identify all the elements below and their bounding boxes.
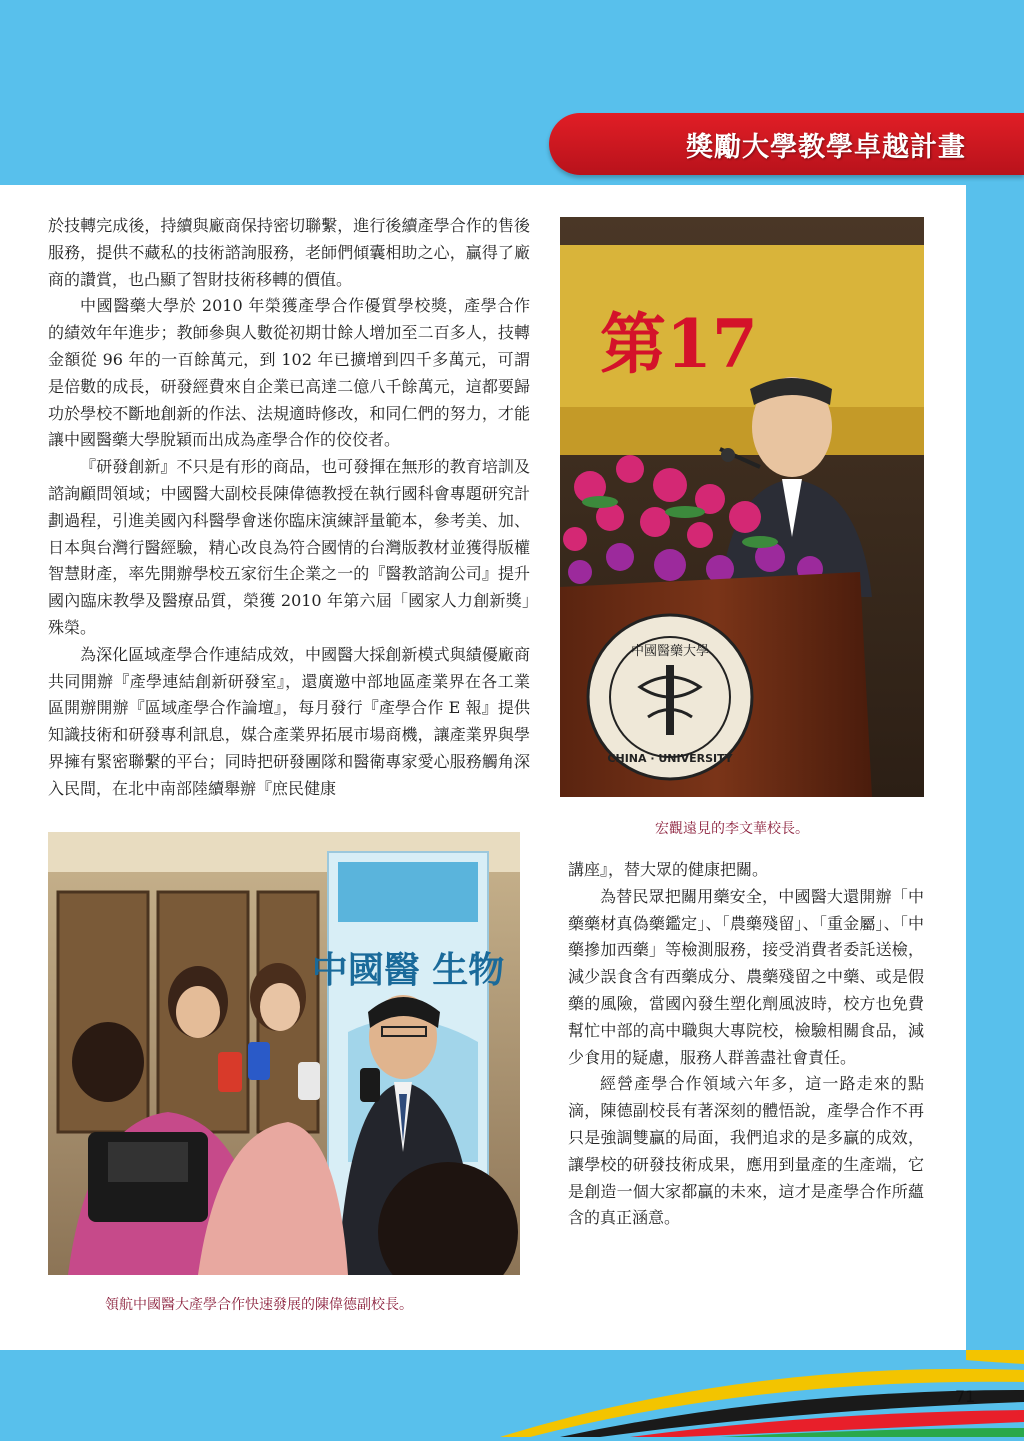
page-number: 71 bbox=[955, 1387, 976, 1406]
paragraph: 『研發創新』不只是有形的商品，也可發揮在無形的教育培訓及諮詢顧問領域；中國醫大副校長陳偉德教授在執行國科會專題研究計劃過程，引進美國內科醫學會迷你臨床演練評量範本，參考美、加、日本與台灣行醫經驗，精心改良為符合國情的台灣版教材並獲得版權智慧財產，率先開辦學校五家衍生企業之一的『醫教諮詢公司』提升國內臨床教學及醫療品質，榮獲 2010 年第六屆「國家人力創新獎」殊榮。 bbox=[48, 457, 530, 637]
photo-caption-president: 宏觀遠見的李文華校長。 bbox=[655, 821, 809, 837]
vp-photo-illustration bbox=[48, 832, 520, 1275]
right-color-strip bbox=[966, 185, 1024, 1350]
standee-text: 中國醫 生物 bbox=[311, 949, 505, 991]
section-banner bbox=[549, 113, 1024, 175]
paragraph: 於技轉完成後，持續與廠商保持密切聯繫，進行後續產學合作的售後服務，提供不藏私的技術諮詢服務，老師們傾囊相助之心，贏得了廠商的讚賞，也凸顯了智財技術移轉的價值。 bbox=[48, 216, 530, 289]
seal-latin: CHINA · UNIVERSITY bbox=[607, 752, 733, 765]
photo-vice-president-interview bbox=[48, 832, 520, 1275]
backdrop-text: 第17 bbox=[600, 305, 758, 383]
paragraph: 為深化區域產學合作連結成效，中國醫大採創新模式與績優廠商共同開辦『產學連結創新研發室』，還廣邀中部地區產業界在各工業區開辦開辦『區域產學合作論壇』，每月發行『產學合作 E 報』提供知識技術和研發專利訊息，媒合產業界拓展市場商機，讓產業界與學界擁有緊密聯繫的平台；同時把研發團隊和醫衛專家愛心服務觸角深入民間，在北中南部陸續舉辦『庶民健康 bbox=[48, 644, 530, 798]
president-photo-illustration bbox=[560, 217, 924, 797]
paragraph: 為替民眾把關用藥安全，中國醫大還開辦「中藥藥材真偽藥鑑定」、「農藥殘留」、「重金屬」、「中藥摻加西藥」等檢測服務，接受消費者委託送檢，減少誤食含有西藥成分、農藥殘留之中藥、或是假藥的風險，當國內發生塑化劑風波時，校方也免費幫忙中部的高中職與大專院校，檢驗相關食品，減少食用的疑慮，服務人群善盡社會責任。 bbox=[568, 886, 924, 1067]
seal-text: 中國醫藥大學 bbox=[630, 644, 710, 659]
section-title: 獎勵大學教學卓越計畫 bbox=[686, 132, 966, 163]
paragraph: 中國醫藥大學於 2010 年榮獲產學合作優質學校獎，產學合作的績效年年進步；教師參與人數從初期廿餘人增加至二百多人，技轉金額從 96 年的一百餘萬元，到 102 年已擴增到四千多萬元，可謂是倍數的成長，研發經費來自企業已高達二億八千餘萬元，這都要歸功於學校不斷地創新的作法、法規適時修改，和同仁們的努力，才能讓中國醫藥大學脫穎而出成為產學合作的佼佼者。 bbox=[48, 296, 530, 450]
photo-president-speech bbox=[560, 217, 924, 797]
left-text-column bbox=[48, 213, 530, 803]
decorative-stripes bbox=[0, 1350, 1024, 1437]
right-text-column bbox=[568, 857, 924, 1232]
bottom-color-band bbox=[0, 1350, 1024, 1437]
photo-caption-vp: 領航中國醫大產學合作快速發展的陳偉德副校長。 bbox=[105, 1297, 413, 1313]
paragraph: 講座』，替大眾的健康把關。 bbox=[568, 860, 769, 879]
paragraph: 經營產學合作領域六年多，這一路走來的點滴，陳德副校長有著深刻的體悟說，產學合作不再只是強調雙贏的局面，我們追求的是多贏的成效，讓學校的研發技術成果，應用到量產的生產端，它是創造一個大家都贏的未來，這才是產學合作所蘊含的真正涵意。 bbox=[568, 1074, 924, 1228]
